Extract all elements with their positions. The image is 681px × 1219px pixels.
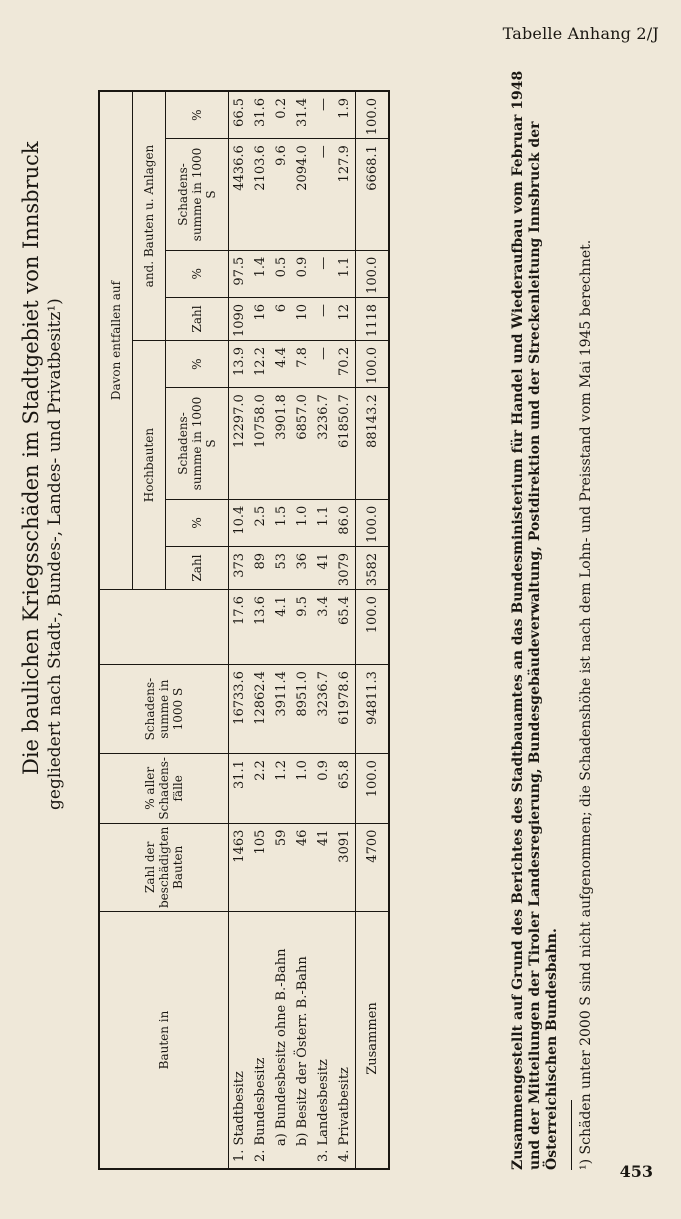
cell-a-pct2: 31.6 (250, 91, 271, 139)
row-label: Zusammen (356, 912, 390, 1170)
cell-a-zahl: 16 (250, 297, 271, 340)
cell-h-zahl: 36 (292, 546, 313, 589)
header-pct-summe (99, 590, 229, 665)
cell-h-zahl: 3079 (334, 546, 356, 589)
cell-h-zahl: 3582 (356, 546, 390, 589)
row-label: 2. Bundesbesitz (250, 912, 271, 1170)
cell-h-pct: 1.1 (313, 499, 334, 546)
table-row (292, 91, 313, 1169)
cell-h-zahl: 373 (229, 546, 251, 589)
cell-a-zahl: — (313, 297, 334, 340)
cell-h-pct2: 12.2 (250, 341, 271, 388)
table-subtitle: gegliedert nach Stadt-, Bundes-, Landes- und Privatbesitz¹) (45, 298, 65, 810)
cell-a-pct2: 100.0 (356, 91, 390, 139)
cell-a-pct: 0.5 (271, 250, 292, 297)
header-a-pct2: % (166, 91, 229, 139)
table-row (313, 91, 334, 1169)
cell-zahl: 59 (271, 823, 292, 911)
cell-h-summe: 10758.0 (250, 388, 271, 500)
cell-pct-summe: 9.5 (292, 590, 313, 665)
row-label: a) Bundesbesitz ohne B.-Bahn (271, 912, 292, 1170)
cell-pct-summe: 3.4 (313, 590, 334, 665)
source-note: Zusammengestellt auf Grund des Berichtes des Stadtbauamtes an das Bundesministerium für Handel und Wiederaufbau vom Februar 1948 und der Mitteilungen der Tiroler Landesregierung, Bundesgebäudeverwaltung, Postdirektion und der Streckenleitung Innsbruck der Österreichischen Bundesbahn. (510, 70, 560, 1170)
cell-h-summe: 61850.7 (334, 388, 356, 500)
cell-h-zahl: 53 (271, 546, 292, 589)
cell-summe: 16733.6 (229, 665, 251, 754)
cell-h-summe: 3901.8 (271, 388, 292, 500)
cell-summe: 3911.4 (271, 665, 292, 754)
table-total-row (356, 91, 390, 1169)
cell-a-zahl: 1118 (356, 297, 390, 340)
cell-zahl: 105 (250, 823, 271, 911)
cell-zahl: 3091 (334, 823, 356, 911)
cell-pct-summe: 13.6 (250, 590, 271, 665)
cell-h-pct: 100.0 (356, 499, 390, 546)
cell-a-zahl: 6 (271, 297, 292, 340)
cell-h-pct: 86.0 (334, 499, 356, 546)
cell-pct-faelle: 100.0 (356, 754, 390, 824)
cell-h-pct: 1.0 (292, 499, 313, 546)
table-row (334, 91, 356, 1169)
cell-a-pct2: 1.9 (334, 91, 356, 139)
cell-a-summe: 2103.6 (250, 139, 271, 251)
table-title: Die baulichen Kriegsschäden im Stadtgebiet von Innsbruck (19, 141, 43, 775)
cell-a-pct: 100.0 (356, 250, 390, 297)
cell-summe: 8951.0 (292, 665, 313, 754)
table-row (271, 91, 292, 1169)
table-body (229, 91, 390, 1169)
header-h-pct: % (166, 499, 229, 546)
cell-a-zahl: 10 (292, 297, 313, 340)
table-row (250, 91, 271, 1169)
cell-pct-summe: 65.4 (334, 590, 356, 665)
cell-a-pct: 97.5 (229, 250, 251, 297)
header-a-zahl: Zahl (166, 297, 229, 340)
cell-zahl: 46 (292, 823, 313, 911)
cell-summe: 94811.3 (356, 665, 390, 754)
page-number: 453 (619, 1162, 653, 1181)
cell-pct-summe: 4.1 (271, 590, 292, 665)
cell-a-summe: 2094.0 (292, 139, 313, 251)
cell-a-pct2: 0.2 (271, 91, 292, 139)
cell-summe: 12862.4 (250, 665, 271, 754)
header-zahl-bauten: Zahl der beschädigten Bauten (99, 823, 229, 911)
cell-h-zahl: 41 (313, 546, 334, 589)
cell-h-pct: 2.5 (250, 499, 271, 546)
cell-a-pct2: — (313, 91, 334, 139)
cell-a-zahl: 12 (334, 297, 356, 340)
row-label: 4. Privatbesitz (334, 912, 356, 1170)
row-label: b) Besitz der Österr. B.-Bahn (292, 912, 313, 1170)
header-schadenssumme: Schadens-summe in 1000 S (99, 665, 229, 754)
cell-a-pct2: 66.5 (229, 91, 251, 139)
cell-h-pct: 1.5 (271, 499, 292, 546)
cell-a-summe: 4436.6 (229, 139, 251, 251)
cell-h-summe: 6857.0 (292, 388, 313, 500)
header-bauten-anlagen: and. Bauten u. Anlagen (133, 91, 166, 341)
row-label: 3. Landesbesitz (313, 912, 334, 1170)
cell-zahl: 41 (313, 823, 334, 911)
cell-pct-faelle: 31.1 (229, 754, 251, 824)
cell-h-zahl: 89 (250, 546, 271, 589)
cell-pct-faelle: 1.2 (271, 754, 292, 824)
cell-a-summe: 127.9 (334, 139, 356, 251)
rotated-table-page (10, 50, 660, 1170)
table-row (229, 91, 251, 1169)
header-pct-faelle: % aller Schadens-fälle (99, 754, 229, 824)
footnote: ¹) Schäden unter 2000 S sind nicht aufgenommen; die Schadenshöhe ist nach dem Lohn- und Preisstand vom Mai 1945 berechnet. (578, 239, 594, 1170)
cell-zahl: 4700 (356, 823, 390, 911)
cell-a-summe: 9.6 (271, 139, 292, 251)
cell-a-pct: 0.9 (292, 250, 313, 297)
footnote-rule (571, 1100, 572, 1170)
cell-pct-faelle: 0.9 (313, 754, 334, 824)
header-bauten-in: Bauten in (99, 912, 229, 1170)
cell-h-pct2: 4.4 (271, 341, 292, 388)
cell-summe: 61978.6 (334, 665, 356, 754)
notes (510, 60, 595, 1170)
cell-pct-summe: 100.0 (356, 590, 390, 665)
header-h-summe: Schadens-summe in 1000 S (166, 388, 229, 500)
header-h-pct2: % (166, 341, 229, 388)
cell-a-pct2: 31.4 (292, 91, 313, 139)
cell-pct-faelle: 2.2 (250, 754, 271, 824)
cell-h-summe: 88143.2 (356, 388, 390, 500)
header-a-summe: Schadens-summe in 1000 S (166, 139, 229, 251)
header-a-pct: % (166, 250, 229, 297)
cell-summe: 3236.7 (313, 665, 334, 754)
cell-a-pct: — (313, 250, 334, 297)
cell-a-summe: — (313, 139, 334, 251)
cell-h-pct2: 13.9 (229, 341, 251, 388)
cell-h-pct2: 70.2 (334, 341, 356, 388)
cell-h-pct2: 7.8 (292, 341, 313, 388)
cell-a-zahl: 1090 (229, 297, 251, 340)
row-label: 1. Stadtbesitz (229, 912, 251, 1170)
page-header: Tabelle Anhang 2/J (502, 24, 659, 43)
title-block (18, 50, 66, 1170)
cell-h-summe: 12297.0 (229, 388, 251, 500)
cell-a-summe: 6668.1 (356, 139, 390, 251)
war-damage-table (98, 90, 390, 1170)
cell-pct-faelle: 1.0 (292, 754, 313, 824)
header-h-zahl: Zahl (166, 546, 229, 589)
cell-zahl: 1463 (229, 823, 251, 911)
cell-h-pct2: 100.0 (356, 341, 390, 388)
cell-pct-summe: 17.6 (229, 590, 251, 665)
header-davon: Davon entfallen auf (99, 91, 133, 590)
cell-h-pct: 10.4 (229, 499, 251, 546)
cell-a-pct: 1.4 (250, 250, 271, 297)
cell-h-summe: 3236.7 (313, 388, 334, 500)
cell-h-pct2: — (313, 341, 334, 388)
cell-a-pct: 1.1 (334, 250, 356, 297)
header-hochbauten: Hochbauten (133, 341, 166, 590)
cell-pct-faelle: 65.8 (334, 754, 356, 824)
